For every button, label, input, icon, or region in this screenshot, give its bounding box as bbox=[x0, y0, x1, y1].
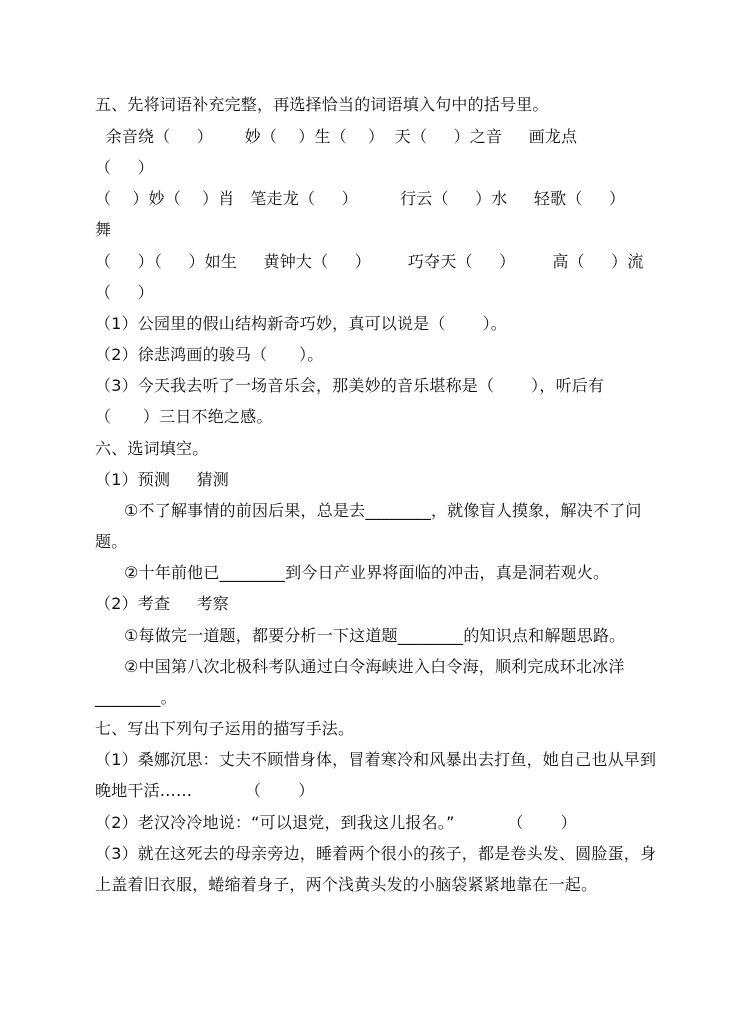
idiom-row-3-cont: （ ） bbox=[95, 283, 154, 302]
question-5-3-cont: （ ）三日不绝之感。 bbox=[95, 407, 273, 426]
sentence-6-1-a-cont: 题。 bbox=[95, 532, 128, 551]
question-7-2: （2）老汉冷冷地说：“可以退党，到我这儿报名。” （ ） bbox=[95, 813, 577, 832]
section-6-heading: 六、选词填空。 bbox=[95, 439, 209, 458]
sentence-6-1-a: ①不了解事情的前因后果，总是去________，就像盲人摸象，解决不了问 bbox=[124, 501, 642, 520]
idiom-row-3: （ ）（ ）如生 黄钟大（ ） 巧夺天（ ） 高（ ）流 bbox=[95, 252, 644, 271]
sentence-6-1-b: ②十年前他已________到今日产业界将面临的冲击，真是洞若观火。 bbox=[124, 563, 610, 582]
idiom-row-1-cont: （ ） bbox=[95, 158, 154, 177]
sentence-6-2-b-cont: ________。 bbox=[95, 688, 177, 707]
question-7-1-cont: 晚地干活…… （ ） bbox=[95, 781, 315, 800]
idiom-row-1: 余音绕（ ） 妙（ ）生（ ） 天（ ）之音 画龙点 bbox=[95, 127, 578, 146]
section-7-heading: 七、写出下列句子运用的描写手法。 bbox=[95, 719, 355, 738]
section-5-heading: 五、先将词语补充完整，再选择恰当的词语填入句中的括号里。 bbox=[95, 95, 549, 114]
question-5-1: （1）公园里的假山结构新奇巧妙，真可以说是（ ）。 bbox=[95, 314, 507, 333]
sentence-6-2-b: ②中国第八次北极科考队通过白令海峡进入白令海，顺利完成环北冰洋 bbox=[124, 657, 625, 676]
word-pair-1: （1）预测 猜测 bbox=[95, 470, 230, 489]
question-7-1: （1）桑娜沉思：丈夫不顾惜身体，冒着寒冷和风暴出去打鱼，她自己也从早到 bbox=[95, 750, 657, 769]
question-7-3-cont: 上盖着旧衣服，蜷缩着身子，两个浅黄头发的小脑袋紧紧地靠在一起。 bbox=[95, 875, 598, 894]
question-7-3: （3）就在这死去的母亲旁边，睡着两个很小的孩子，都是卷头发、圆脸蛋，身 bbox=[95, 844, 657, 863]
sentence-6-2-a: ①每做完一道题，都要分析一下这道题________的知识点和解题思路。 bbox=[124, 626, 626, 645]
question-5-2: （2）徐悲鸿画的骏马（ ）。 bbox=[95, 345, 324, 364]
question-5-3: （3）今天我去听了一场音乐会，那美妙的音乐堪称是（ ），听后有 bbox=[95, 376, 605, 395]
word-pair-2: （2）考查 考察 bbox=[95, 594, 230, 613]
idiom-row-2-cont: 舞 bbox=[95, 220, 112, 239]
idiom-row-2: （ ）妙（ ）肖 笔走龙（ ） 行云（ ）水 轻歌（ ） bbox=[95, 189, 626, 208]
